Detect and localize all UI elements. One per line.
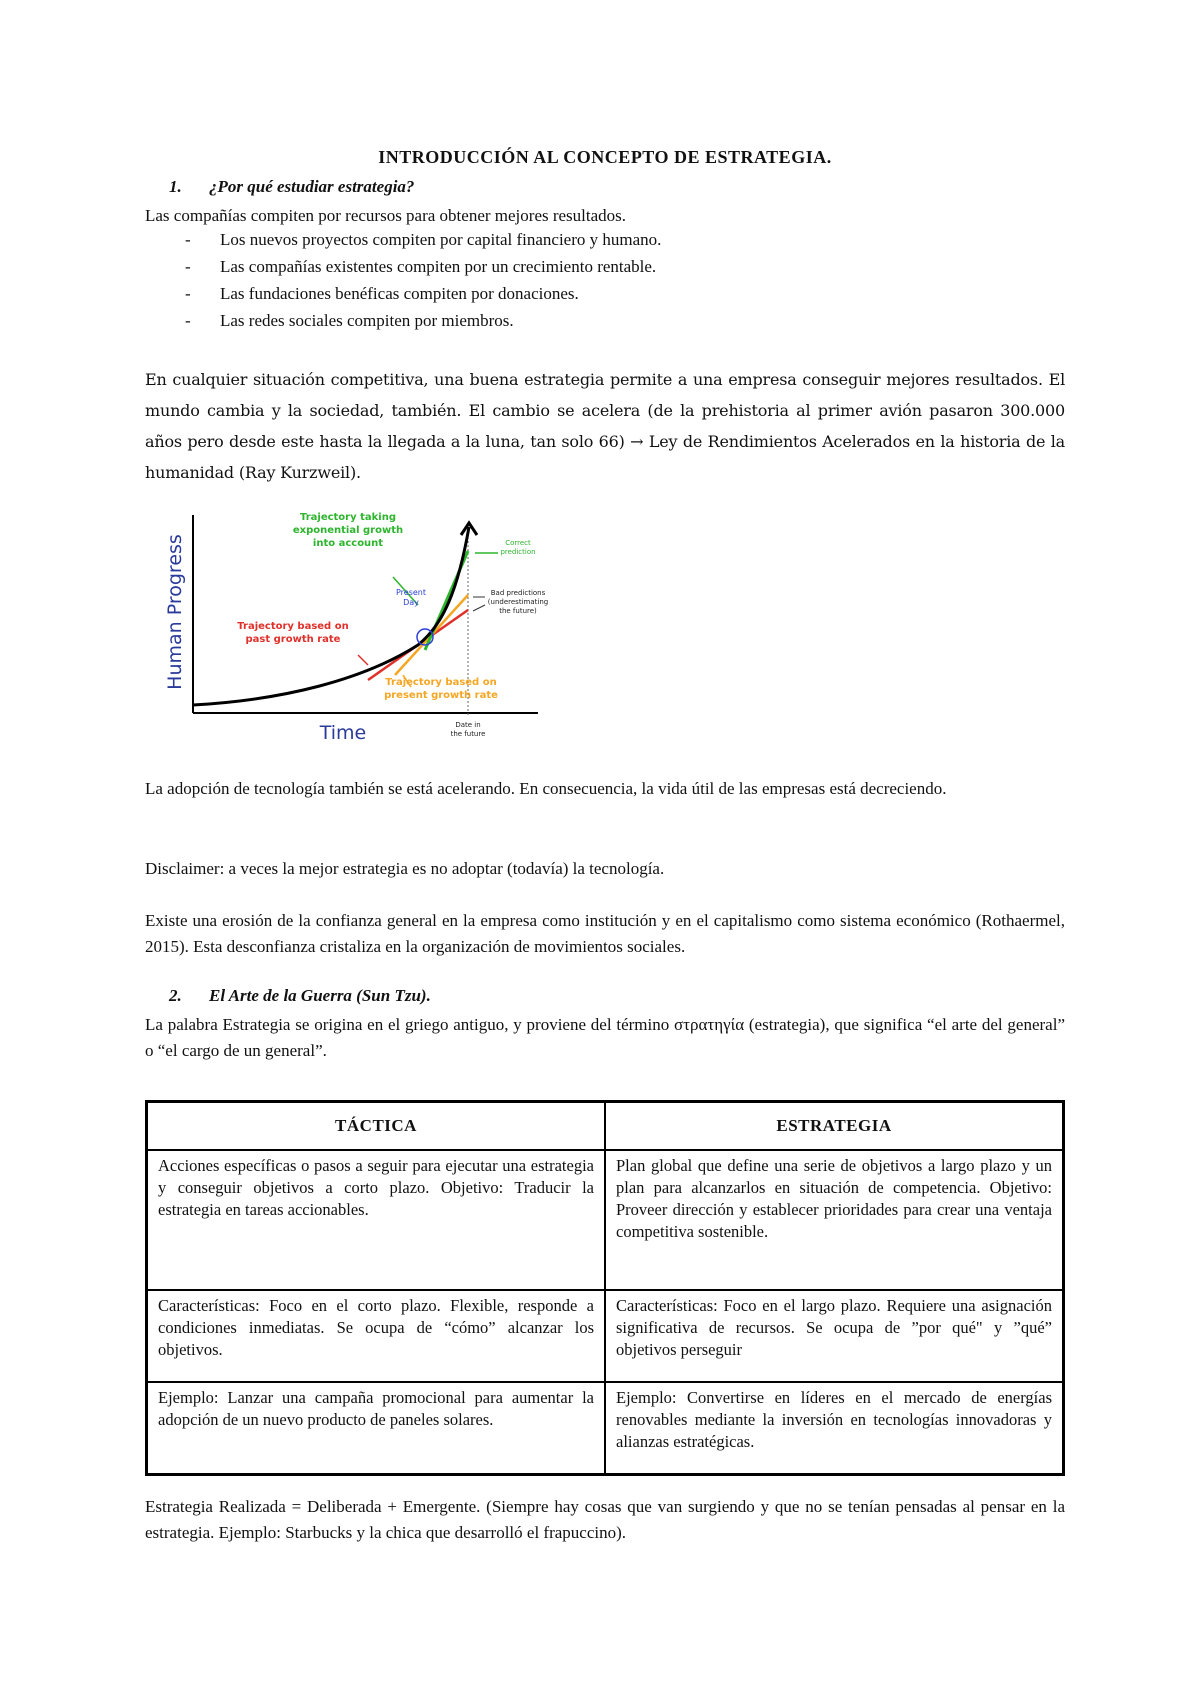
column-header: TÁCTICA: [147, 1102, 606, 1151]
table-row: [147, 1382, 1064, 1475]
svg-text:Correct: Correct: [505, 539, 531, 547]
section-number: 2.: [169, 986, 182, 1005]
disclaimer-paragraph: Disclaimer: a veces la mejor estrategia es no adoptar (todavía) la tecnología.: [145, 859, 665, 878]
table-header-row: [147, 1102, 1064, 1151]
svg-text:the future): the future): [499, 607, 537, 615]
svg-text:exponential growth: exponential growth: [292, 525, 404, 536]
svg-text:Bad predictions: Bad predictions: [490, 589, 546, 597]
list-item: - Las compañías existentes compiten por un crecimiento rentable.: [185, 257, 657, 276]
y-axis-label: Human Progress: [164, 534, 186, 690]
svg-text:Day: Day: [403, 598, 419, 607]
adopcion-paragraph: La adopción de tecnología también se está acelerando. En consecuencia, la vida útil de las empresas está decreciendo.: [145, 779, 947, 798]
erosion-paragraph: Existe una erosión de la confianza general en la empresa como institución y en el capitalismo como sistema económico (Rothaermel, 2015). Esta desconfianza cristaliza en la organización de movimientos sociales.: [145, 911, 1065, 956]
x-axis-label: Time: [319, 722, 367, 744]
list-item: - Las redes sociales compiten por miembros.: [185, 311, 514, 330]
table-row: [147, 1290, 1064, 1382]
svg-text:Date in: Date in: [455, 721, 481, 729]
table-cell: Características: Foco en el largo plazo. Requiere una asignación significativa de recursos. Se ocupa de ”por qué" y ”qué” objetivos perseguir: [605, 1290, 1064, 1382]
section-title: ¿Por qué estudiar estrategia?: [209, 177, 415, 196]
section-number: 1.: [169, 177, 182, 196]
svg-text:Trajectory taking: Trajectory taking: [299, 512, 397, 523]
intro-paragraph: Las compañías compiten por recursos para obtener mejores resultados.: [145, 206, 627, 225]
table-row: [147, 1150, 1064, 1290]
kurzweil-paragraph: En cualquier situación competitiva, una buena estrategia permite a una empresa conseguir mejores resultados. El mundo cambia y la sociedad, también. El cambio se acelera (de la prehistoria al primer avión pasaron 300.000 años pero desde este hasta la llegada a la luna, tan solo 66) → Ley de Rendimientos Acelerados en la historia de la humanidad (Ray Kurzweil).: [145, 370, 1065, 482]
tactica-vs-estrategia-table: [145, 1100, 1065, 1476]
closing-paragraph: Estrategia Realizada = Deliberada + Emergente. (Siempre hay cosas que van surgiendo y que no se tenían pensadas al pensar en la estrategia. Ejemplo: Starbucks y la chica que desarrolló el frapuccino).: [145, 1497, 1065, 1542]
table-cell: Acciones específicas o pasos a seguir para ejecutar una estrategia y conseguir objetivos a corto plazo. Objetivo: Traducir la estrategia en tareas accionables.: [147, 1150, 606, 1290]
svg-text:prediction: prediction: [500, 548, 536, 556]
svg-text:Present: Present: [395, 588, 427, 597]
etimologia-paragraph: La palabra Estrategia se origina en el griego antiguo, y proviene del término στρατηγία (estrategia), que significa “el arte del general” o “el cargo de un general”.: [145, 1015, 1065, 1060]
human-progress-chart: [163, 505, 583, 755]
column-header: ESTRATEGIA: [605, 1102, 1064, 1151]
svg-text:Trajectory based on: Trajectory based on: [385, 677, 497, 688]
table-cell: Ejemplo: Lanzar una campaña promocional para aumentar la adopción de un nuevo producto de paneles solares.: [147, 1382, 606, 1475]
table-cell: Plan global que define una serie de objetivos a largo plazo y un plan para alcanzarlos en situación de competencia. Objetivo: Proveer dirección y establecer prioridades para crear una ventaja competitiva sostenible.: [605, 1150, 1064, 1290]
svg-text:past growth rate: past growth rate: [245, 634, 341, 645]
section-title: El Arte de la Guerra (Sun Tzu).: [209, 986, 431, 1005]
svg-text:the future: the future: [450, 730, 486, 738]
svg-text:present growth rate: present growth rate: [384, 690, 498, 701]
list-item: - Los nuevos proyectos compiten por capital financiero y humano.: [185, 230, 662, 249]
svg-text:(underestimating: (underestimating: [487, 598, 549, 606]
list-item: - Las fundaciones benéficas compiten por donaciones.: [185, 284, 579, 303]
svg-text:Trajectory based on: Trajectory based on: [237, 621, 349, 632]
table-cell: Características: Foco en el corto plazo. Flexible, responde a condiciones inmediatas. Se ocupa de “cómo” alcanzar los objetivos.: [147, 1290, 606, 1382]
table-cell: Ejemplo: Convertirse en líderes en el mercado de energías renovables mediante la inversión en tecnologías innovadoras y alianzas estratégicas.: [605, 1382, 1064, 1475]
document-title: INTRODUCCIÓN AL CONCEPTO DE ESTRATEGIA.: [378, 147, 832, 167]
section-2-heading: [169, 986, 431, 1006]
svg-text:into account: into account: [312, 538, 384, 549]
section-1-heading: [169, 177, 414, 197]
